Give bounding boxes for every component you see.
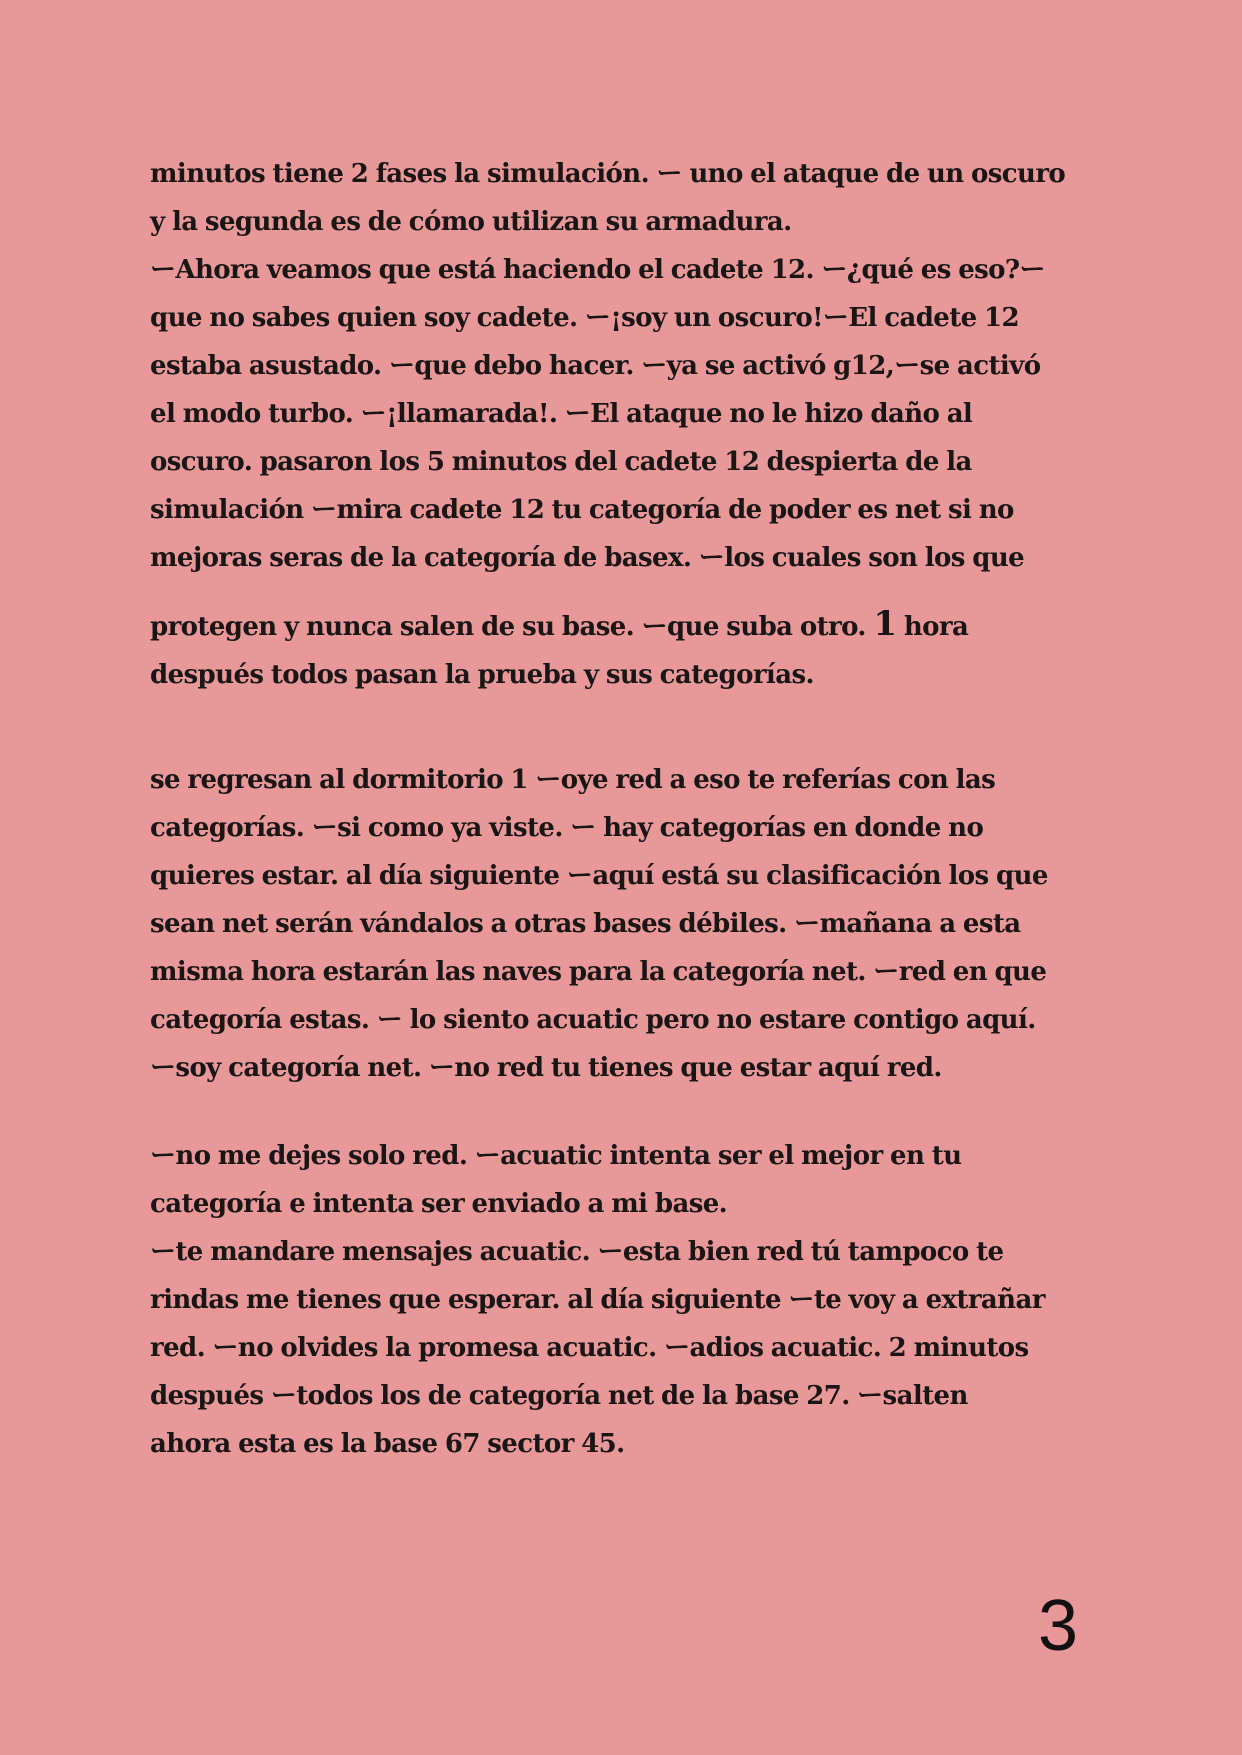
text-segment: hora	[903, 612, 969, 642]
text-line: que no sabes quien soy cadete. ー¡soy un oscuro!ーEl cadete 12	[150, 303, 1020, 333]
text-line: categoría estas. ー lo siento acuatic pero no estare contigo aquí.	[150, 1005, 1036, 1035]
text-line: ーno me dejes solo red. ーacuatic intenta ser el mejor en tu	[150, 1141, 962, 1171]
text-line: simulación ーmira cadete 12 tu categoría de poder es net si no	[150, 495, 1014, 525]
paragraph-3	[150, 1132, 1100, 1468]
text-line: quieres estar. al día siguiente ーaquí está su clasificación los que	[150, 861, 1048, 891]
text-line-mixed	[150, 600, 1100, 651]
text-line: se regresan al dormitorio 1 ーoye red a eso te referías con las	[150, 765, 996, 795]
text-line: el modo turbo. ー¡llamarada!. ーEl ataque no le hizo daño al	[150, 399, 973, 429]
text-line: y la segunda es de cómo utilizan su armadura.	[150, 207, 792, 237]
text-line: categorías. ーsi como ya viste. ー hay categorías en donde no	[150, 813, 984, 843]
page-number: 3	[1038, 1586, 1079, 1666]
text-line: después ーtodos los de categoría net de la base 27. ーsalten	[150, 1381, 968, 1411]
text-line: oscuro. pasaron los 5 minutos del cadete 12 despierta de la	[150, 447, 972, 477]
text-line: ーAhora veamos que está haciendo el cadete 12. ー¿qué es eso?ー	[150, 255, 1045, 285]
text-line: después todos pasan la prueba y sus categorías.	[150, 660, 814, 690]
text-line: red. ーno olvides la promesa acuatic. ーadios acuatic. 2 minutos	[150, 1333, 1029, 1363]
text-line: ーte mandare mensajes acuatic. ーesta bien red tú tampoco te	[150, 1237, 1004, 1267]
text-line: mejoras seras de la categoría de basex. ーlos cuales son los que	[150, 543, 1025, 573]
text-line: rindas me tienes que esperar. al día siguiente ーte voy a extrañar	[150, 1285, 1045, 1315]
large-digit: 1	[873, 604, 897, 644]
text-line: estaba asustado. ーque debo hacer. ーya se activó g12,ーse activó	[150, 351, 1041, 381]
paragraph-1	[150, 150, 1100, 582]
text-line: categoría e intenta ser enviado a mi base.	[150, 1189, 728, 1219]
paragraph-1-continued	[150, 600, 1100, 699]
text-segment: protegen y nunca salen de su base. ーque suba otro.	[150, 612, 866, 642]
text-line: minutos tiene 2 fases la simulación. ー uno el ataque de un oscuro	[150, 159, 1066, 189]
text-line: sean net serán vándalos a otras bases débiles. ーmañana a esta	[150, 909, 1021, 939]
paragraph-2	[150, 756, 1100, 1092]
text-line: misma hora estarán las naves para la categoría net. ーred en que	[150, 957, 1047, 987]
text-line: ーsoy categoría net. ーno red tu tienes que estar aquí red.	[150, 1053, 942, 1083]
text-line: ahora esta es la base 67 sector 45.	[150, 1429, 625, 1459]
